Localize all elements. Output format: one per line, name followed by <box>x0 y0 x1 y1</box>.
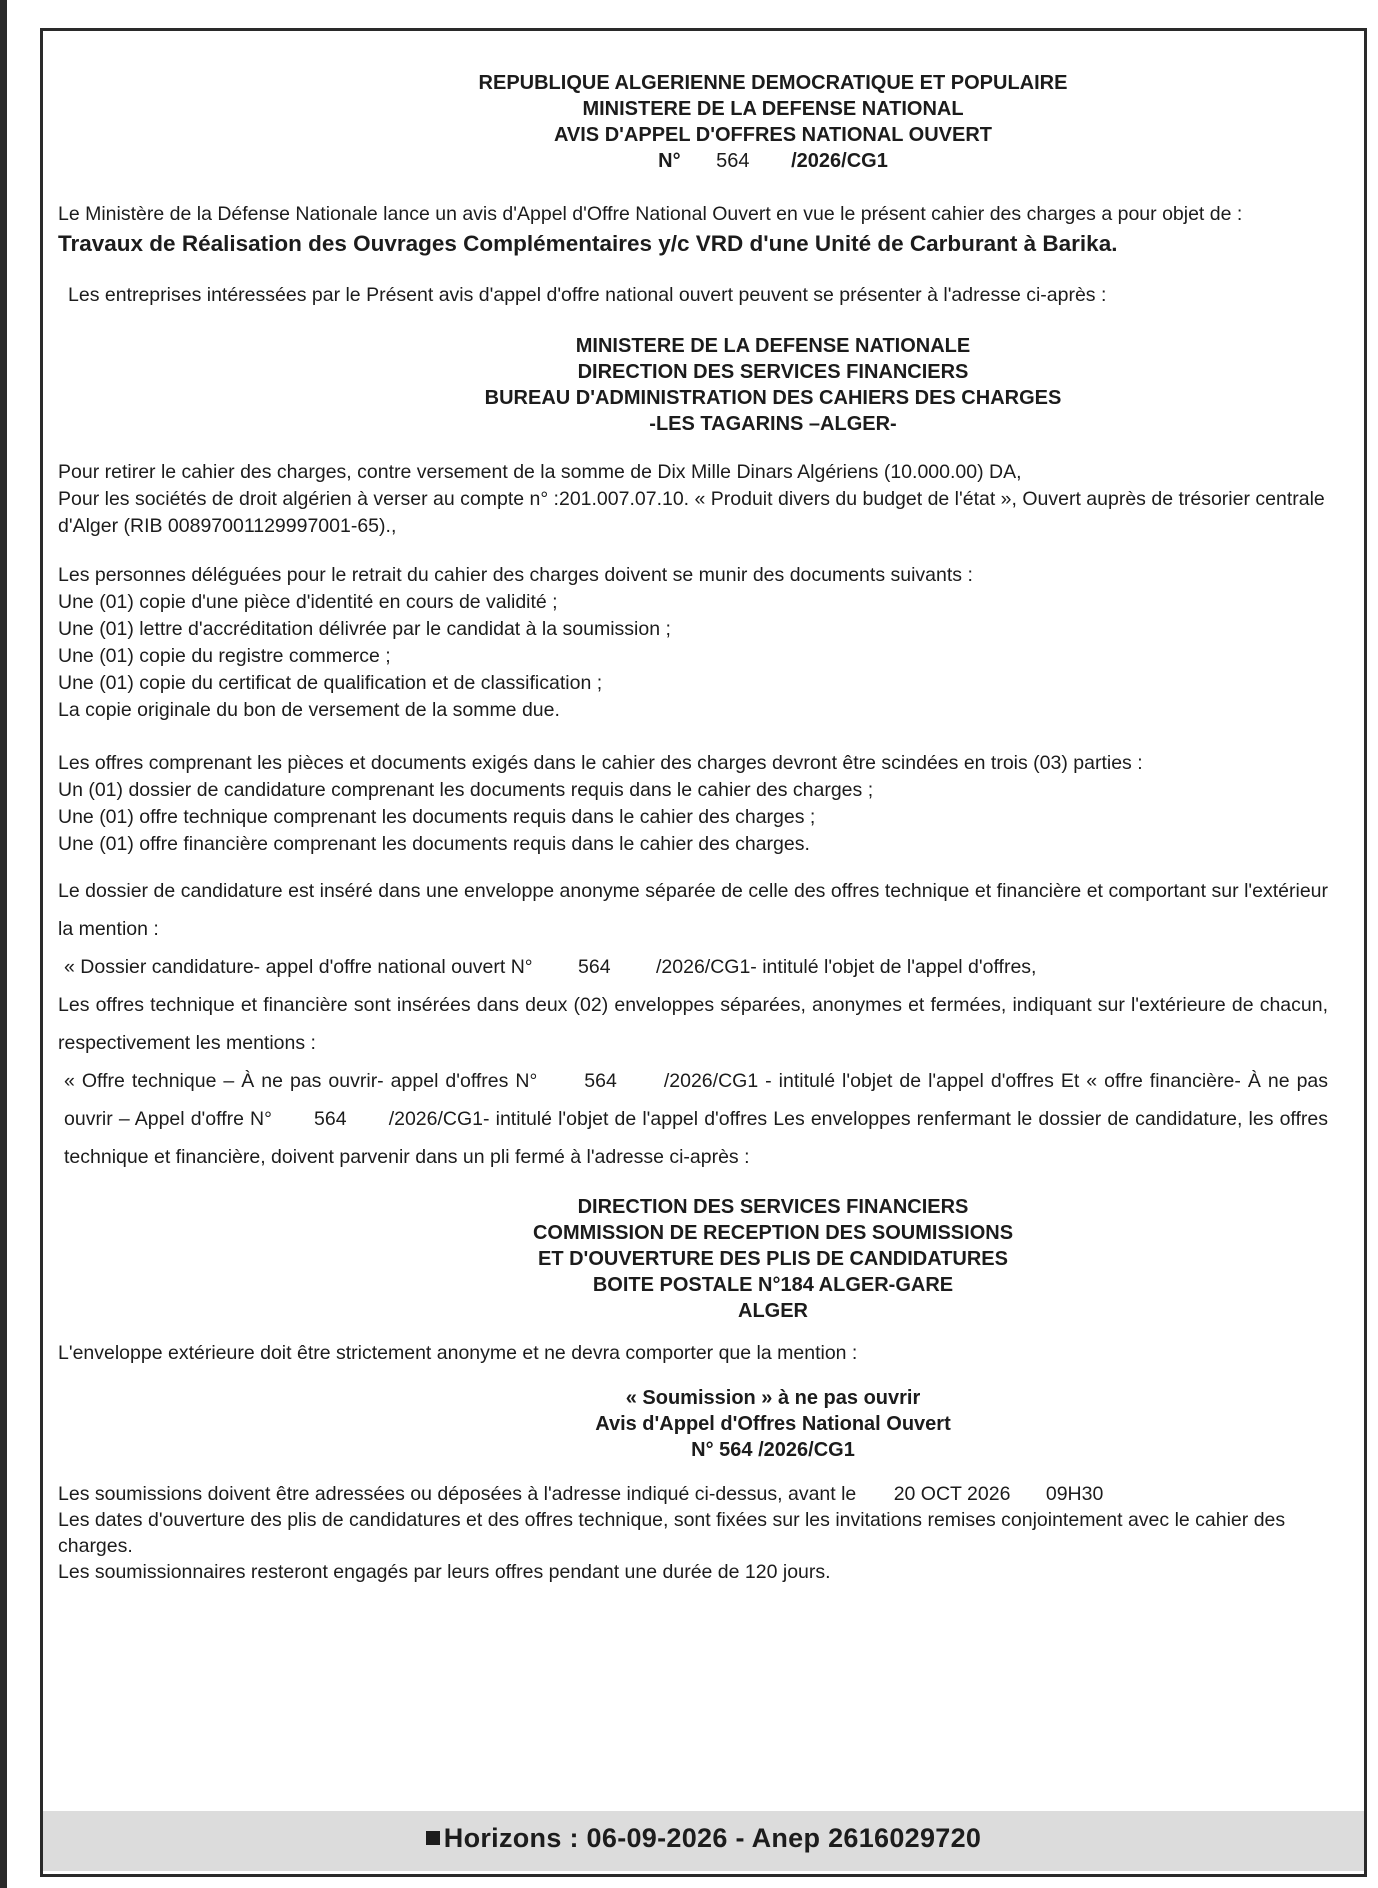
closing-line1: Les soumissions doivent être adressées ou déposées à l'adresse indiqué ci-dessus, avant le <box>58 1483 857 1505</box>
offers-block <box>58 750 1328 858</box>
scan-edge <box>0 0 7 1888</box>
closing-block <box>58 1481 1328 1585</box>
document-header <box>238 70 1308 174</box>
fin-mention-number: 564 <box>314 1108 347 1130</box>
tech-mention-number: 564 <box>584 1070 617 1092</box>
deadline-time: 09H30 <box>1045 1483 1104 1505</box>
dossier-mention-a: « Dossier candidature- appel d'offre national ouvert N° <box>64 956 533 978</box>
address1-line1: MINISTERE DE LA DEFENSE NATIONALE <box>575 335 971 357</box>
publication-footer <box>43 1811 1364 1871</box>
list-item: Une (01) offre financière comprenant les documents requis dans le cahier des charges. <box>58 833 810 855</box>
intro-text: Le Ministère de la Défense Nationale lance un avis d'Appel d'Offre National Ouvert en vue le présent cahier des charges a pour objet de : <box>58 203 1243 225</box>
list-item: Un (01) dossier de candidature comprenant les documents requis dans le cahier des charges ; <box>58 779 874 801</box>
address-block-2 <box>238 1194 1308 1324</box>
intro-paragraph <box>58 200 1328 260</box>
tech-mention-c: /2026/CG1- intitulé l'objet de l'appel d'offres Les enveloppes renfermant le dossier de candidature, les offres technique et financière, doivent parvenir dans un pli fermé à l'adresse ci-après : <box>64 1108 1328 1168</box>
address1-line4: -LES TAGARINS –ALGER- <box>649 413 897 435</box>
invitation-text: Les entreprises intéressées par le Présent avis d'appel d'offre national ouvert peuvent se présenter à l'adresse ci-après : <box>68 284 1107 306</box>
dossier-mention-number: 564 <box>578 956 611 978</box>
list-item: Une (01) offre technique comprenant les documents requis dans le cahier des charges ; <box>58 806 816 828</box>
documents-block <box>58 562 1328 724</box>
tech-mention-b: /2026/CG1 - intitulé l'objet de l'appel d'offres Et « offre financière- À ne pas ouvrir – Appel d'offre N° <box>64 1070 1329 1130</box>
dossier-text2: Les offres technique et financière sont insérées dans deux (02) enveloppes séparées, anonymes et fermées, indiquant sur l'extérieure de chacun, respectivement les mentions : <box>58 994 1328 1054</box>
dossier-mention <box>64 948 1328 986</box>
footer-label <box>43 1823 1364 1854</box>
dossier-block <box>58 872 1328 1176</box>
number-prefix: N° <box>658 150 681 172</box>
deadline-date: 20 OCT 2026 <box>893 1483 1011 1505</box>
address1-line2: DIRECTION DES SERVICES FINANCIERS <box>577 361 969 383</box>
intro-object: Travaux de Réalisation des Ouvrages Complémentaires y/c VRD d'une Unité de Carburant à Barika. <box>58 231 1118 256</box>
address1-line3: BUREAU D'ADMINISTRATION DES CAHIERS DES CHARGES <box>484 387 1062 409</box>
closing-line2: Les dates d'ouverture des plis de candidatures et des offres technique, sont fixées sur les invitations remises conjointement avec le cahier des charges. <box>58 1509 1286 1557</box>
envelope-note: L'enveloppe extérieure doit être strictement anonyme et ne devra comporter que la mention : <box>58 1342 858 1364</box>
header-notice-title: AVIS D'APPEL D'OFFRES NATIONAL OUVERT <box>553 124 993 146</box>
mention-line2: Avis d'Appel d'Offres National Ouvert <box>595 1413 951 1435</box>
submission-mention <box>238 1385 1308 1463</box>
document-body <box>58 70 1328 1585</box>
address2-line3: ET D'OUVERTURE DES PLIS DE CANDIDATURES <box>538 1248 1008 1270</box>
offers-intro: Les offres comprenant les pièces et documents exigés dans le cahier des charges devront être scindées en trois (03) parties : <box>58 752 1143 774</box>
closing-deadline <box>58 1481 1328 1507</box>
mention-line1: « Soumission » à ne pas ouvrir <box>625 1387 921 1409</box>
address-block-1 <box>238 333 1308 437</box>
tech-mention-a: « Offre technique – À ne pas ouvrir- appel d'offres N° <box>64 1070 538 1092</box>
closing-line3: Les soumissionnaires resteront engagés par leurs offres pendant une durée de 120 jours. <box>58 1561 831 1583</box>
documents-intro: Les personnes déléguées pour le retrait du cahier des charges doivent se munir des documents suivants : <box>58 564 973 586</box>
list-item: La copie originale du bon de versement de la somme due. <box>58 699 560 721</box>
technical-financial-mention <box>64 1062 1328 1176</box>
address2-line5: ALGER <box>738 1300 808 1322</box>
list-item: Une (01) copie du certificat de qualification et de classification ; <box>58 672 603 694</box>
header-republic: REPUBLIQUE ALGERIENNE DEMOCRATIQUE ET POPULAIRE <box>478 72 1068 94</box>
address2-line1: DIRECTION DES SERVICES FINANCIERS <box>577 1196 969 1218</box>
payment-line2: Pour les sociétés de droit algérien à verser au compte n° :201.007.07.10. « Produit divers du budget de l'état », Ouvert auprès de trésorier centrale d'Alger (RIB 00897001129997001-65)., <box>58 488 1325 537</box>
payment-block <box>58 459 1328 540</box>
square-bullet-icon <box>426 1831 440 1845</box>
list-item: Une (01) copie d'une pièce d'identité en cours de validité ; <box>58 591 558 613</box>
footer-text: Horizons : 06-09-2026 - Anep 2616029720 <box>443 1823 982 1853</box>
number-suffix: /2026/CG1 <box>791 150 888 172</box>
header-ministry: MINISTERE DE LA DEFENSE NATIONAL <box>582 98 964 120</box>
number-value: 564 <box>716 150 750 172</box>
payment-line1: Pour retirer le cahier des charges, contre versement de la somme de Dix Mille Dinars Algériens (10.000.00) DA, <box>58 461 1022 483</box>
address2-line4: BOITE POSTALE N°184 ALGER-GARE <box>592 1274 954 1296</box>
header-notice-number <box>238 148 1308 174</box>
list-item: Une (01) copie du registre commerce ; <box>58 645 391 667</box>
list-item: Une (01) lettre d'accréditation délivrée par le candidat à la soumission ; <box>58 618 671 640</box>
dossier-mention-b: /2026/CG1- intitulé l'objet de l'appel d'offres, <box>656 956 1037 978</box>
dossier-text1: Le dossier de candidature est inséré dans une enveloppe anonyme séparée de celle des offres technique et financière et comportant sur l'extérieur la mention : <box>58 880 1328 940</box>
mention-line3: N° 564 /2026/CG1 <box>691 1439 855 1461</box>
address2-line2: COMMISSION DE RECEPTION DES SOUMISSIONS <box>532 1222 1014 1244</box>
